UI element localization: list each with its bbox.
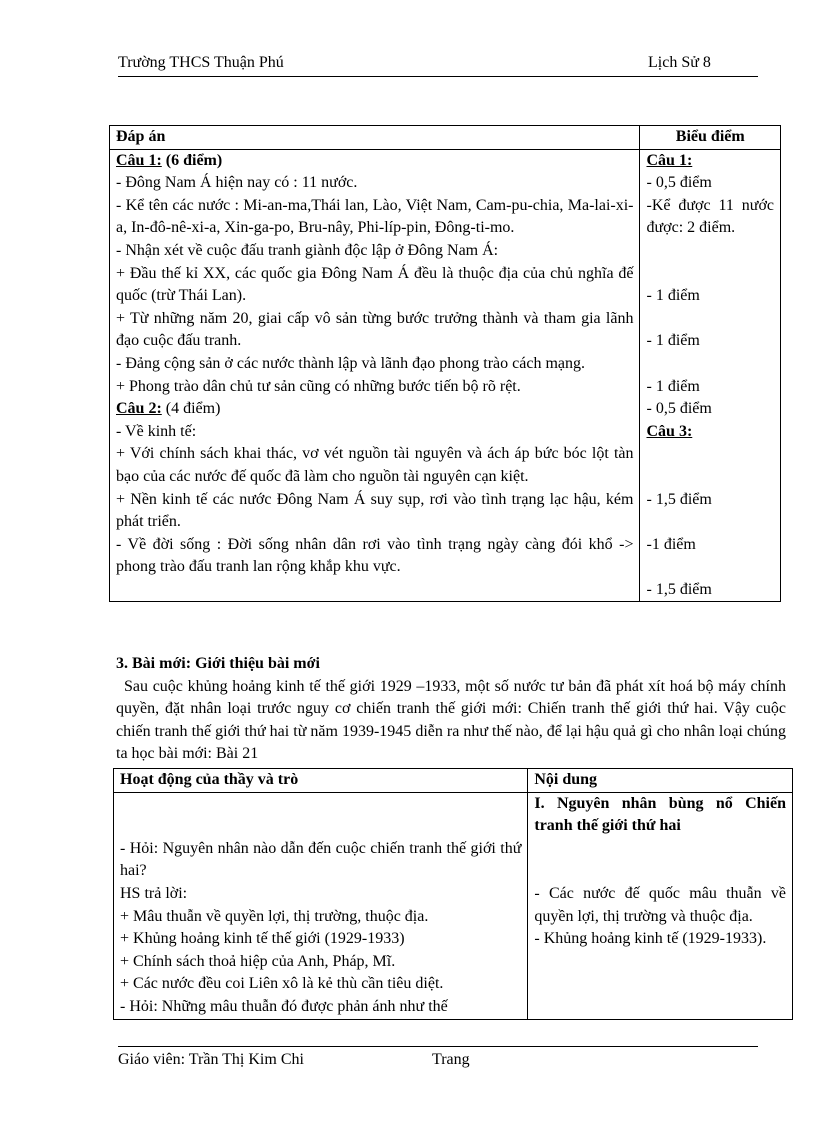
score-spacer <box>646 308 774 331</box>
page-footer <box>118 1046 758 1069</box>
answer-line: + Đầu thế kỉ XX, các quốc gia Đông Nam Á đều là thuộc địa của chủ nghĩa đế quốc (trừ Thái Lan). <box>116 264 634 305</box>
q2-heading <box>116 398 633 421</box>
col-content: Nội dung <box>528 769 793 793</box>
activity-spacer <box>120 815 521 838</box>
section-3-title: 3. Bài mới: Giới thiệu bài mới <box>116 655 320 672</box>
content-line: - Các nước đế quốc mâu thuẫn về quyền lợi, thị trường và thuộc địa. <box>534 884 786 925</box>
answer-table <box>109 125 781 602</box>
q1-points: (6 điểm) <box>161 151 223 169</box>
activity-line: HS trả lời: <box>120 884 188 902</box>
score-line: - 1,5 điểm <box>646 490 712 508</box>
content-cell <box>528 792 793 1019</box>
activity-line: - Hỏi: Những mâu thuẫn đó được phản ánh như thế <box>120 997 448 1015</box>
score-spacer <box>646 240 774 263</box>
activity-line: + Khủng hoảng kinh tế thế giới (1929-1933) <box>120 930 405 948</box>
activity-table-header <box>114 769 793 793</box>
score-line: - 1,5 điểm <box>646 580 712 598</box>
subject-name: Lịch Sử 8 <box>648 54 711 71</box>
score-line: -Kể được 11 nước được: 2 điểm. <box>646 196 774 237</box>
score-spacer <box>646 511 774 534</box>
page-header <box>118 54 758 77</box>
answer-table-header <box>110 126 781 150</box>
q2-title: Câu 2: <box>116 400 162 418</box>
activity-table <box>113 768 793 1020</box>
content-spacer <box>534 860 786 883</box>
content-title: I. Nguyên nhân bùng nổ Chiến tranh thế giới thứ hai <box>534 794 786 835</box>
content-spacer <box>534 838 786 861</box>
score-spacer <box>646 263 774 286</box>
answer-cell <box>110 149 640 602</box>
col-score: Biểu điểm <box>640 126 781 150</box>
answer-line: + Nền kinh tế các nước Đông Nam Á suy sụp, rơi vào tình trạng lạc hậu, kém phát triển. <box>116 490 634 531</box>
answer-line: - Đông Nam Á hiện nay có : 11 nước. <box>116 174 358 192</box>
score-line: - 1 điểm <box>646 287 700 305</box>
answer-line: + Phong trào dân chủ tư sản cũng có những bước tiến bộ rõ rệt. <box>116 377 521 395</box>
q1-heading <box>116 150 633 173</box>
score-line: - 0,5 điểm <box>646 174 712 192</box>
activity-line: + Các nước đều coi Liên xô là kẻ thù cần tiêu diệt. <box>120 975 444 993</box>
answer-line: - Nhận xét về cuộc đấu tranh giành độc lập ở Đông Nam Á: <box>116 241 499 259</box>
score-spacer <box>646 353 774 376</box>
answer-line: + Với chính sách khai thác, vơ vét nguồn tài nguyên và ách áp bức bóc lột tàn bạo của các nước đế quốc đã làm cho nguồn tài nguyên cạn kiệt. <box>116 445 634 485</box>
activity-line: - Hỏi: Nguyên nhân nào dẫn đến cuộc chiến tranh thế giới thứ hai? <box>120 839 522 880</box>
activity-table-body <box>114 792 793 1019</box>
col-activity: Hoạt động của thầy và trò <box>114 769 528 793</box>
answer-line: - Về kinh tế: <box>116 422 197 440</box>
teacher-name: Giáo viên: Trần Thị Kim Chi <box>118 1051 304 1068</box>
answer-line: - Kể tên các nước : Mi-an-ma,Thái lan, Lào, Việt Nam, Cam-pu-chia, Ma-lai-xi-a, In-đô-nê-xi-a, Xin-ga-po, Bru-nây, Phi-líp-pin, Đông-ti-mo. <box>116 196 634 237</box>
q2-points: (4 điểm) <box>161 400 221 418</box>
col-answer: Đáp án <box>110 126 640 150</box>
activity-cell <box>114 792 528 1019</box>
school-name: Trường THCS Thuận Phú <box>118 54 284 71</box>
section-3-intro: Sau cuộc khủng hoảng kinh tế thế giới 1929 –1933, một số nước tư bản đã phát xít hoá bộ máy chính quyền, đặt nhân loại trước nguy cơ chiến tranh thế giới mới: Chiến tranh thế giới thứ hai. Vậy cuộc chiến tranh thế giới thứ hai từ năm 1939-1945 diễn ra như thế nào, để lại hậu quả gì cho nhân loại chúng ta học bài mới: Bài 21 <box>116 677 786 763</box>
score-spacer <box>646 466 774 489</box>
score-cell <box>640 149 781 602</box>
activity-spacer <box>120 793 521 816</box>
activity-line: + Chính sách thoả hiệp của Anh, Pháp, Mĩ. <box>120 952 396 970</box>
score-line: -1 điểm <box>646 535 696 553</box>
answer-line: - Về đời sống : Đời sống nhân dân rơi vào tình trạng ngày càng đói khổ -> phong trào đấu tranh lan rộng khắp khu vực. <box>116 535 634 576</box>
score-q1-title: Câu 1: <box>646 151 693 169</box>
page-label: Trang <box>432 1051 470 1068</box>
score-spacer <box>646 556 774 579</box>
answer-line: + Từ những năm 20, giai cấp vô sản từng bước trưởng thành và tham gia lãnh đạo cuộc đấu tranh. <box>116 309 634 350</box>
score-line: - 0,5 điểm <box>646 400 712 418</box>
activity-line: + Mâu thuẫn về quyền lợi, thị trường, thuộc địa. <box>120 907 429 925</box>
q1-title: Câu 1: <box>116 151 162 169</box>
answer-line: - Đảng cộng sản ở các nước thành lập và lãnh đạo phong trào cách mạng. <box>116 354 585 372</box>
score-spacer <box>646 443 774 466</box>
score-line: - 1 điểm <box>646 377 700 395</box>
section-3 <box>116 653 786 766</box>
content-line: - Khủng hoảng kinh tế (1929-1933). <box>534 930 767 948</box>
answer-table-body <box>110 149 781 602</box>
score-q3-title: Câu 3: <box>646 422 693 440</box>
score-line: - 1 điểm <box>646 332 700 350</box>
